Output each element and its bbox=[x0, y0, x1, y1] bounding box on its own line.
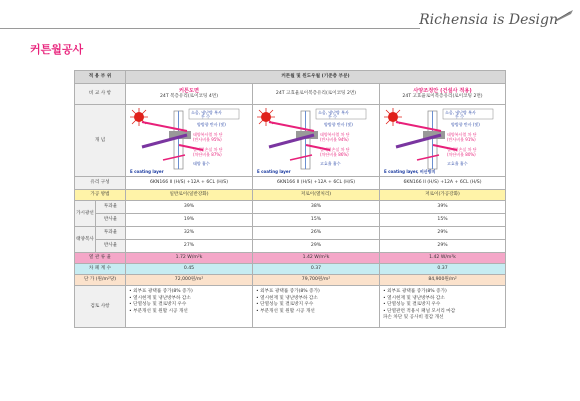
svg-text:양방향 반사 (빛): 양방향 반사 (빛) bbox=[323, 121, 353, 127]
shading-row bbox=[75, 264, 506, 275]
svg-text:투 수: 투 수 bbox=[327, 113, 337, 119]
svg-text:(반사비율 91%): (반사비율 91%) bbox=[446, 136, 476, 142]
option-1-name: 커튼도면 bbox=[178, 88, 200, 95]
svg-text:태양 흡수: 태양 흡수 bbox=[192, 160, 210, 166]
visible-row-2 bbox=[75, 214, 506, 227]
note-item: • 외부표 광택률 증가(8% 증가) bbox=[383, 289, 447, 294]
solar-sub-2: 반사율 bbox=[96, 240, 126, 253]
price-1: 72,000원/m² bbox=[126, 275, 253, 286]
visible-1-2: 38% bbox=[253, 201, 380, 214]
note-item: • 열시현재 및 냉난방부하 감소 bbox=[129, 295, 191, 301]
svg-text:E coating layer: E coating layer bbox=[129, 168, 164, 174]
price-2: 79,700원/m² bbox=[253, 275, 380, 286]
svg-text:실내열손실 차 단: 실내열손실 차 단 bbox=[192, 146, 223, 152]
method-label: 가공 방법 bbox=[75, 190, 126, 201]
note-item: • 부분개선 및 원활 시공 개선 bbox=[129, 308, 188, 314]
glass-diagram-1 bbox=[127, 107, 252, 175]
note-item: • 외부표 광택률 증가(8% 증가) bbox=[256, 289, 320, 294]
method-value-1: 일반로이(일반강화) bbox=[126, 190, 253, 201]
option-1 bbox=[126, 84, 253, 105]
note-item: • 열시현재 및 냉난방부하 감소 bbox=[256, 295, 318, 301]
visible-sub-2: 반사율 bbox=[96, 214, 126, 227]
svg-text:양방향 반사 (빛): 양방향 반사 (빛) bbox=[196, 121, 226, 127]
solar-label: 태양복사 bbox=[75, 227, 96, 253]
svg-text:(반사비율 94%): (반사비율 94%) bbox=[319, 136, 349, 142]
shading-label: 차 폐 계 수 bbox=[75, 264, 126, 275]
spec-label: 유리 구성 bbox=[75, 177, 126, 190]
solar-row-2 bbox=[75, 240, 506, 253]
option-3-desc: 24T 고효율로이복층유리(로이코팅 2면) bbox=[402, 94, 483, 100]
concept-label: 개 념 bbox=[75, 105, 126, 177]
note-item: • 부분개선 및 원활 시공 개선 bbox=[256, 308, 315, 314]
solar-2-2: 29% bbox=[253, 240, 380, 253]
method-value-3: 저로이(가공강화) bbox=[380, 190, 506, 201]
price-label: 단 가 (원/m²당) bbox=[75, 275, 126, 286]
solar-2-3: 29% bbox=[380, 240, 506, 253]
method-row bbox=[75, 190, 506, 201]
svg-text:E coating layer, 비산방지: E coating layer, 비산방지 bbox=[383, 168, 435, 174]
solar-1-3: 29% bbox=[380, 227, 506, 240]
note-item: • 단열성능 및 결로방지 우수 bbox=[256, 302, 314, 307]
fountain-pen-icon bbox=[554, 8, 576, 22]
shading-3: 0.37 bbox=[380, 264, 506, 275]
uvalue-row bbox=[75, 253, 506, 264]
svg-text:소음, 냉난방 복사: 소음, 냉난방 복사 bbox=[190, 109, 222, 115]
shading-2: 0.37 bbox=[253, 264, 380, 275]
header-row bbox=[75, 71, 506, 84]
visible-2-1: 19% bbox=[126, 214, 253, 227]
spec-value-3: 6KN166 II (H/S) +12A + 6CL (H/S) bbox=[380, 177, 506, 190]
comparison-table bbox=[74, 70, 506, 328]
solar-1-2: 26% bbox=[253, 227, 380, 240]
option-2 bbox=[253, 84, 380, 105]
notes-label: 검토 사항 bbox=[75, 286, 126, 328]
price-3: 84,900원/m² bbox=[380, 275, 506, 286]
uvalue-3: 1.42 W/m²k bbox=[380, 253, 506, 264]
option-3-name: 사양조정안 (건설사 적용) bbox=[413, 88, 472, 95]
visible-2-3: 15% bbox=[380, 214, 506, 227]
method-value-2: 저로이(열처리) bbox=[253, 190, 380, 201]
glass-diagram-2 bbox=[254, 107, 379, 175]
visible-2-2: 15% bbox=[253, 214, 380, 227]
option-3 bbox=[380, 84, 506, 105]
note-item: • 단열성능 및 결로방지 우수 bbox=[129, 302, 187, 307]
svg-text:태양복사열 차 단: 태양복사열 차 단 bbox=[319, 131, 350, 137]
solar-2-1: 27% bbox=[126, 240, 253, 253]
svg-text:소음, 냉난방 복사: 소음, 냉난방 복사 bbox=[444, 109, 476, 115]
concept-diagram-1 bbox=[126, 105, 253, 177]
glass-diagram-3 bbox=[381, 107, 505, 175]
concept-diagram-3 bbox=[380, 105, 506, 177]
visible-1-1: 39% bbox=[126, 201, 253, 214]
note-item: • 외부표 광택률 증가(8% 증가) bbox=[129, 289, 193, 294]
option-2-desc: 24T 고효율로이복층유리(로이코팅 2면) bbox=[275, 91, 357, 97]
compare-label: 비 교 사 항 bbox=[75, 84, 126, 105]
spec-value-1: 6KN166 II (H/S) +12A + 6CL (H/S) bbox=[126, 177, 253, 190]
price-row bbox=[75, 275, 506, 286]
visible-label: 가시광선 bbox=[75, 201, 96, 227]
svg-text:실내열손실 차 단: 실내열손실 차 단 bbox=[319, 146, 350, 152]
note-item: 파손 차단 및 공사비 절감 개선 bbox=[383, 315, 444, 320]
svg-text:태양복사열 차 단: 태양복사열 차 단 bbox=[446, 131, 477, 137]
svg-text:투 수: 투 수 bbox=[200, 113, 210, 119]
shading-1: 0.45 bbox=[126, 264, 253, 275]
notes-col-3 bbox=[380, 286, 506, 328]
spec-row bbox=[75, 177, 506, 190]
svg-text:(차단비율 80%): (차단비율 80%) bbox=[446, 151, 476, 157]
svg-text:투 수: 투 수 bbox=[454, 113, 464, 119]
notes-col-2 bbox=[253, 286, 380, 328]
svg-text:실내열손실 차 단: 실내열손실 차 단 bbox=[446, 146, 477, 152]
notes-row bbox=[75, 286, 506, 328]
svg-text:고효율 흡수: 고효율 흡수 bbox=[319, 160, 341, 166]
note-item: • 단열관련 적용시 패널 모서리 마감 bbox=[383, 308, 456, 314]
brand-logo: Richensia is Design bbox=[419, 12, 558, 28]
spec-value-2: 6KN166 II (H/S) +12A + 6CL (H/S) bbox=[253, 177, 380, 190]
concept-diagram-2 bbox=[253, 105, 380, 177]
header-scope: 커튼월 및 윈도우월 (기준층 부분) bbox=[126, 71, 506, 84]
visible-sub-1: 투과율 bbox=[96, 201, 126, 214]
solar-row-1 bbox=[75, 227, 506, 240]
svg-text:(차단비율 86%): (차단비율 86%) bbox=[319, 151, 349, 157]
note-item: • 단열성능 및 결로방지 우수 bbox=[383, 302, 441, 307]
compare-row bbox=[75, 84, 506, 105]
concept-row bbox=[75, 105, 506, 177]
note-item: • 열시현재 및 냉난방부하 감소 bbox=[383, 295, 445, 301]
visible-row-1 bbox=[75, 201, 506, 214]
uvalue-label: 열 관 류 율 bbox=[75, 253, 126, 264]
header-divider bbox=[0, 28, 420, 29]
page-title: 커튼월공사 bbox=[30, 43, 84, 56]
svg-text:양방향 반사 (빛): 양방향 반사 (빛) bbox=[450, 121, 480, 127]
svg-text:(차단비율 87%): (차단비율 87%) bbox=[192, 151, 222, 157]
uvalue-2: 1.42 W/m²k bbox=[253, 253, 380, 264]
visible-1-3: 39% bbox=[380, 201, 506, 214]
svg-text:소음, 냉난방 복사: 소음, 냉난방 복사 bbox=[317, 109, 349, 115]
option-1-desc: 24T 복층유리(로이코팅 4면) bbox=[159, 94, 219, 100]
solar-1-1: 32% bbox=[126, 227, 253, 240]
svg-text:(반사비율 95%): (반사비율 95%) bbox=[192, 136, 222, 142]
uvalue-1: 1.72 W/m²k bbox=[126, 253, 253, 264]
notes-col-1 bbox=[126, 286, 253, 328]
svg-text:고효율 흡수: 고효율 흡수 bbox=[446, 160, 468, 166]
svg-text:E coating layer: E coating layer bbox=[256, 168, 291, 174]
svg-text:태양복사열 차 단: 태양복사열 차 단 bbox=[192, 131, 223, 137]
header-applied-area: 적 용 부 위 bbox=[75, 71, 126, 84]
solar-sub-1: 투과율 bbox=[96, 227, 126, 240]
